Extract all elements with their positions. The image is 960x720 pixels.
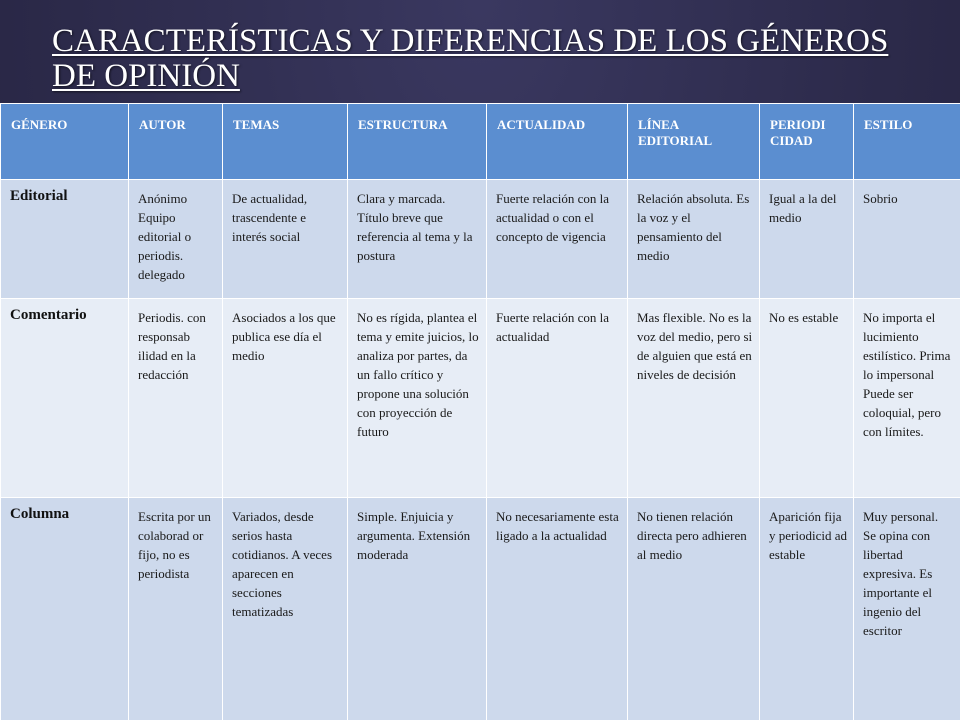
cell-periodicidad: Igual a la del medio (760, 180, 854, 299)
cell-estilo: Sobrio (854, 180, 960, 299)
cell-temas: Variados, desde serios hasta cotidianos. A veces aparecen en secciones tematizadas (223, 498, 348, 720)
cell-actualidad: Fuerte relación con la actualidad (487, 299, 628, 498)
cell-estilo: No importa el lucimiento estilístico. Prima lo impersonal Puede ser coloquial, pero con límites. (854, 299, 960, 498)
header-linea-editorial: LÍNEA EDITORIAL (628, 104, 760, 180)
table-row-comentario (1, 299, 960, 498)
cell-temas: Asociados a los que publica ese día el medio (223, 299, 348, 498)
header-temas: TEMAS (223, 104, 348, 180)
cell-linea-editorial: Mas flexible. No es la voz del medio, pero si de alguien que está en niveles de decisión (628, 299, 760, 498)
header-genero: GÉNERO (1, 104, 129, 180)
cell-estructura: Simple. Enjuicia y argumenta. Extensión moderada (348, 498, 487, 720)
comparison-table-wrap (0, 103, 960, 720)
cell-autor: Escrita por un colaborad or fijo, no es periodista (129, 498, 223, 720)
cell-genero: Comentario (1, 299, 129, 498)
table-row-columna (1, 498, 960, 720)
slide-title: CARACTERÍSTICAS Y DIFERENCIAS DE LOS GÉNEROS DE OPINIÓN (52, 23, 889, 94)
cell-genero: Editorial (1, 180, 129, 299)
cell-estructura: No es rígida, plantea el tema y emite juicios, lo analiza por partes, da un fallo crítico y propone una solución con proyección de futuro (348, 299, 487, 498)
cell-genero: Columna (1, 498, 129, 720)
cell-linea-editorial: Relación absoluta. Es la voz y el pensamiento del medio (628, 180, 760, 299)
cell-actualidad: Fuerte relación con la actualidad o con el concepto de vigencia (487, 180, 628, 299)
table-header-row (1, 104, 960, 180)
cell-estructura: Clara y marcada. Título breve que referencia al tema y la postura (348, 180, 487, 299)
cell-estilo: Muy personal. Se opina con libertad expresiva. Es importante el ingenio del escritor (854, 498, 960, 720)
header-periodicidad: PERIODI CIDAD (760, 104, 854, 180)
cell-autor: Anónimo Equipo editorial o periodis. delegado (129, 180, 223, 299)
cell-periodicidad: Aparición fija y periodicid ad estable (760, 498, 854, 720)
header-actualidad: ACTUALIDAD (487, 104, 628, 180)
cell-autor: Periodis. con responsab ilidad en la redacción (129, 299, 223, 498)
cell-temas: De actualidad, trascendente e interés social (223, 180, 348, 299)
cell-actualidad: No necesariamente esta ligado a la actualidad (487, 498, 628, 720)
header-estilo: ESTILO (854, 104, 960, 180)
cell-periodicidad: No es estable (760, 299, 854, 498)
header-autor: AUTOR (129, 104, 223, 180)
cell-linea-editorial: No tienen relación directa pero adhieren al medio (628, 498, 760, 720)
comparison-table (0, 103, 960, 720)
header-estructura: ESTRUCTURA (348, 104, 487, 180)
table-row-editorial (1, 180, 960, 299)
